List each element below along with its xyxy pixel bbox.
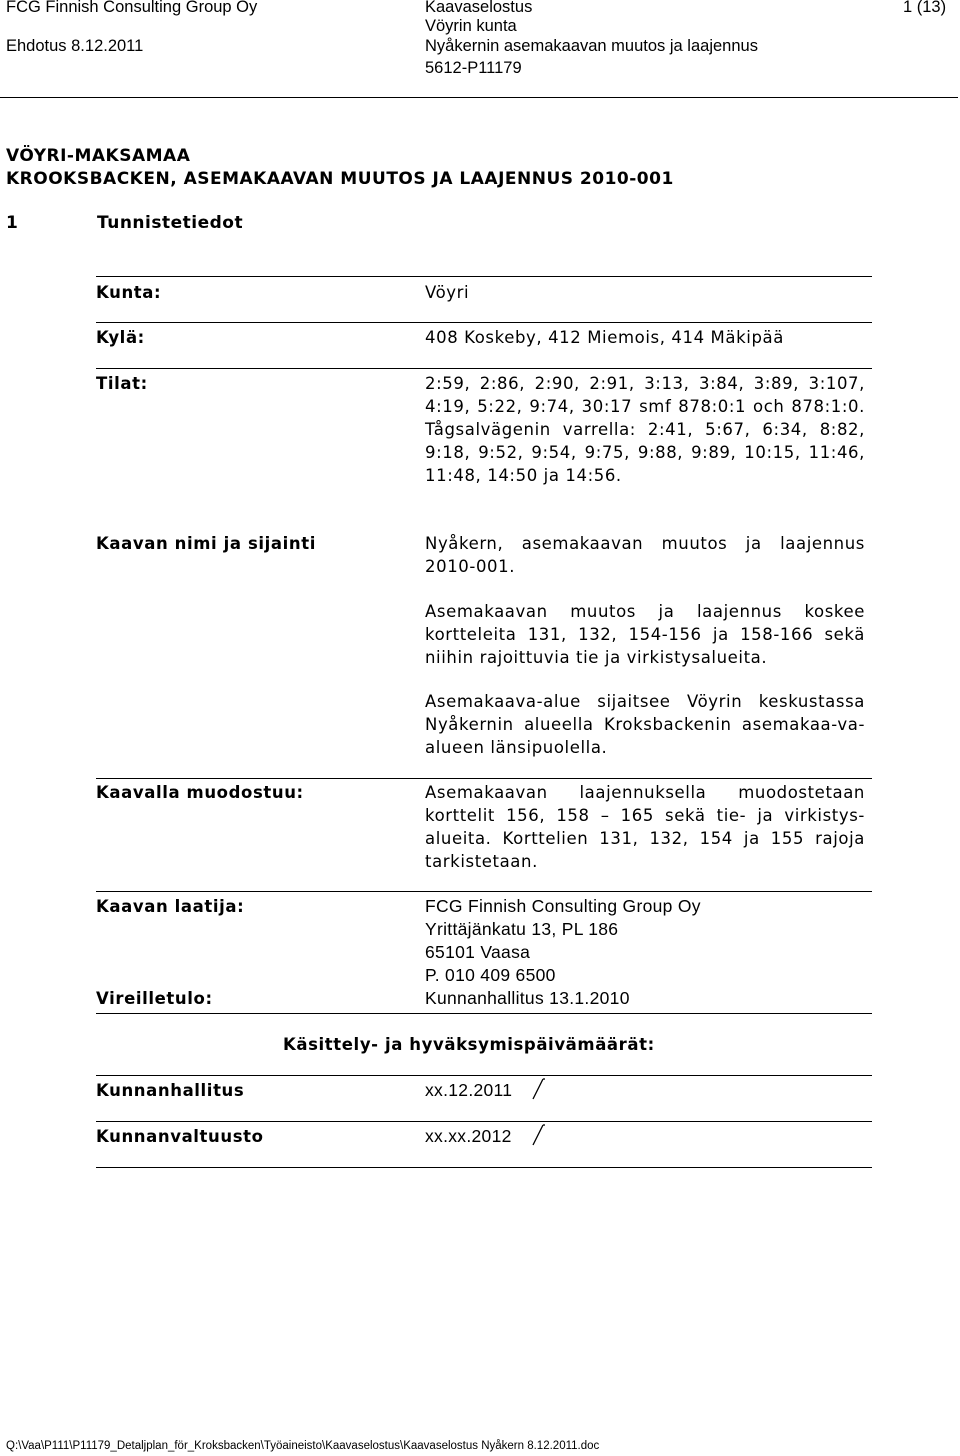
nimi-value: Nyåkern, asemakaavan muutos ja laajennus 2010-001. xyxy=(425,534,865,576)
kyla-label: Kylä: xyxy=(96,328,145,347)
laatija-label: Kaavan laatija: xyxy=(96,897,245,916)
rule-kunta-top xyxy=(96,276,872,277)
date-row-label-kunnanvaltuusto: Kunnanvaltuusto xyxy=(96,1127,264,1146)
rule-muodostuu-top xyxy=(96,778,872,779)
header-divider xyxy=(0,97,958,98)
laatija-line-2: Yrittäjänkatu 13, PL 186 xyxy=(425,919,619,939)
header-project-code: 5612-P11179 xyxy=(425,59,522,77)
signature-mark-icon xyxy=(532,1078,546,1100)
rule-vireille-bottom xyxy=(96,1013,872,1014)
kunta-label: Kunta: xyxy=(96,283,162,302)
rule-kyla-top xyxy=(96,322,872,323)
muodostuu-value: Asemakaavan laajennuksella muodostetaan korttelit 156, 158 – 165 sekä tie- ja virkistys-alueita. Korttelien 131, 132, 154 ja 155 rajoja tarkistetaan. xyxy=(425,783,865,871)
tilat-label: Tilat: xyxy=(96,374,148,393)
date-row-value-kunnanhallitus: xx.12.2011 xyxy=(425,1080,513,1100)
laatija-line-1: FCG Finnish Consulting Group Oy xyxy=(425,896,701,916)
header-company: FCG Finnish Consulting Group Oy xyxy=(6,0,258,16)
section-heading: Tunnistetiedot xyxy=(97,213,244,233)
doc-title-line2: KROOKSBACKEN, ASEMAKAAVAN MUUTOS JA LAAJENNUS 2010-001 xyxy=(6,169,674,189)
tilat-value: 2:59, 2:86, 2:90, 2:91, 3:13, 3:84, 3:89, 3:107, 4:19, 5:22, 9:74, 30:17 smf 878:0:1 och 878:1:0. Tågsalvägenin varrella: 2:41, 5:67, 6:34, 8:82, 9:18, 9:52, 9:54, 9:75, 9:88, 9:89, 10:15, 11:46, 11:48, 14:50 ja 14:56. xyxy=(425,374,865,485)
header-draft: Ehdotus 8.12.2011 xyxy=(6,37,144,55)
header-page-number: 1 (13) xyxy=(903,0,947,16)
nimi-label: Kaavan nimi ja sijainti xyxy=(96,534,316,553)
date-row-value-kunnanvaltuusto: xx.xx.2012 xyxy=(425,1126,512,1146)
section-number: 1 xyxy=(6,213,19,233)
header-project: Nyåkernin asemakaavan muutos ja laajennus xyxy=(425,37,758,55)
nimi-paragraph-2: Asemakaavan muutos ja laajennus koskee kortteleita 131, 132, 154-156 ja 158-166 sekä niihin rajoittuvia tie ja virkistysalueita. xyxy=(425,602,865,667)
muodostuu-label: Kaavalla muodostuu: xyxy=(96,783,304,802)
header-municipality: Vöyrin kunta xyxy=(425,17,517,35)
dates-heading: Käsittely- ja hyväksymispäivämäärät: xyxy=(283,1035,655,1054)
vireille-value: Kunnanhallitus 13.1.2010 xyxy=(425,988,630,1008)
laatija-line-4: P. 010 409 6500 xyxy=(425,965,556,985)
vireille-label: Vireilletulo: xyxy=(96,989,213,1008)
kyla-value: 408 Koskeby, 412 Miemois, 414 Mäkipää xyxy=(425,328,784,347)
nimi-paragraph-3: Asemakaava-alue sijaitsee Vöyrin keskustassa Nyåkernin alueella Kroksbackenin asemakaa-va-alueen länsipuolella. xyxy=(425,692,865,757)
rule-laatija-top xyxy=(96,891,872,892)
rule-dates-bottom xyxy=(96,1167,872,1168)
doc-title-line1: VÖYRI-MAKSAMAA xyxy=(6,146,191,166)
header-doc-type: Kaavaselostus xyxy=(425,0,533,16)
rule-dates-middle xyxy=(96,1121,872,1122)
rule-tilat-top xyxy=(96,368,872,369)
date-row-label-kunnanhallitus: Kunnanhallitus xyxy=(96,1081,245,1100)
laatija-line-3: 65101 Vaasa xyxy=(425,942,531,962)
signature-mark-icon xyxy=(532,1124,546,1146)
footer-file-path: Q:\Vaa\P111\P11179_Detaljplan_för_Kroksbacken\Työaineisto\Kaavaselostus\Kaavaselostus Nyåkern 8.12.2011.doc xyxy=(6,1440,600,1452)
rule-dates-top xyxy=(96,1075,872,1076)
kunta-value: Vöyri xyxy=(425,283,470,302)
